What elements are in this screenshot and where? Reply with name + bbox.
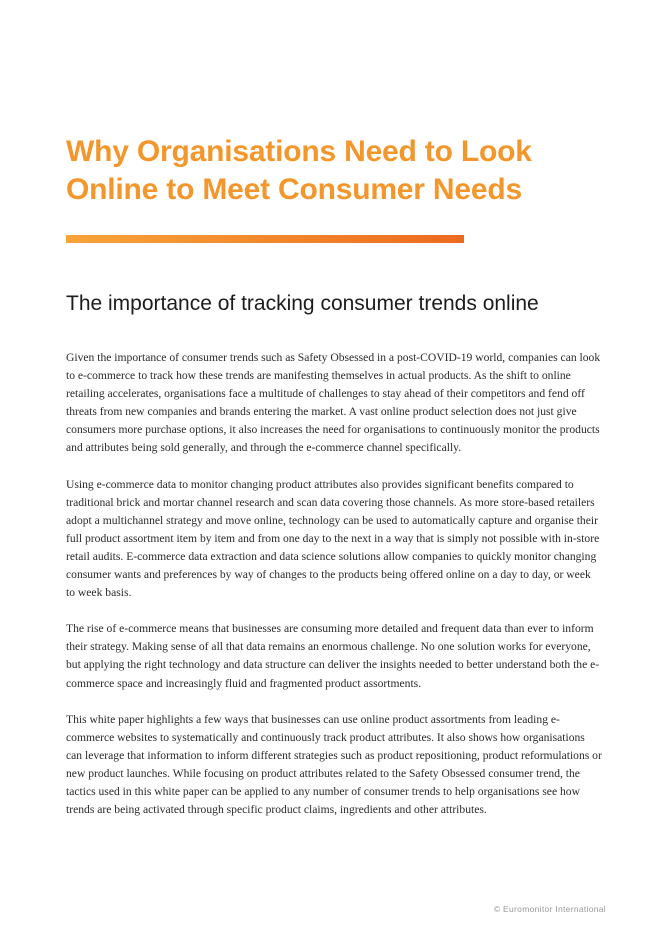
title-underline-rule: [66, 235, 464, 243]
copyright-footer: © Euromonitor International: [493, 904, 606, 914]
body-text: [66, 349, 602, 837]
paragraph-1: Given the importance of consumer trends such as Safety Obsessed in a post-COVID-19 world, companies can look to e-commerce to track how these trends are manifesting themselves in actual products. As the shift to online retailing accelerates, organisations face a multitude of challenges to stay ahead of their competitors and fend off threats from new companies and brands entering the market. A vast online product selection does not just give consumers more purchase options, it also increases the need for organisations to continuously monitor the products and attributes being sold generally, and through the e-commerce channel specifically.: [66, 351, 601, 455]
paragraph-3: The rise of e-commerce means that businesses are consuming more detailed and frequent data than ever to inform their strategy. Making sense of all that data remains an enormous challenge. No one solution works for everyone, but applying the right technology and data structure can deliver the insights needed to better understand both the e-commerce space and increasingly fluid and fragmented product assortments.: [66, 622, 600, 690]
section-heading: The importance of tracking consumer trends online: [66, 292, 539, 315]
page-title: Why Organisations Need to Look Online to Meet Consumer Needs: [66, 135, 532, 206]
paragraph-2: Using e-commerce data to monitor changing product attributes also provides significant benefits compared to traditional brick and mortar channel research and scan data covering those channels. As more store-based retailers adopt a multichannel strategy and move online, technology can be used to automatically capture and organise their full product assortment item by item and from one day to the next in a way that is simply not possible with in-store retail audits. E-commerce data extraction and data science solutions allow companies to quickly monitor changing consumer wants and preferences by way of changes to the products being offered online on a day to day, or week to week basis.: [66, 477, 600, 600]
paragraph-4: This white paper highlights a few ways that businesses can use online product assortments from leading e-commerce websites to systematically and continuously track product attributes. It also shows how organisations can leverage that information to inform different strategies such as product repositioning, product reformulations or new product launches. While focusing on product attributes related to the Safety Obsessed consumer trend, the tactics used in this white paper can be applied to any number of consumer trends to help organisations see how trends are being activated through specific product claims, ingredients and other attributes.: [66, 712, 602, 817]
